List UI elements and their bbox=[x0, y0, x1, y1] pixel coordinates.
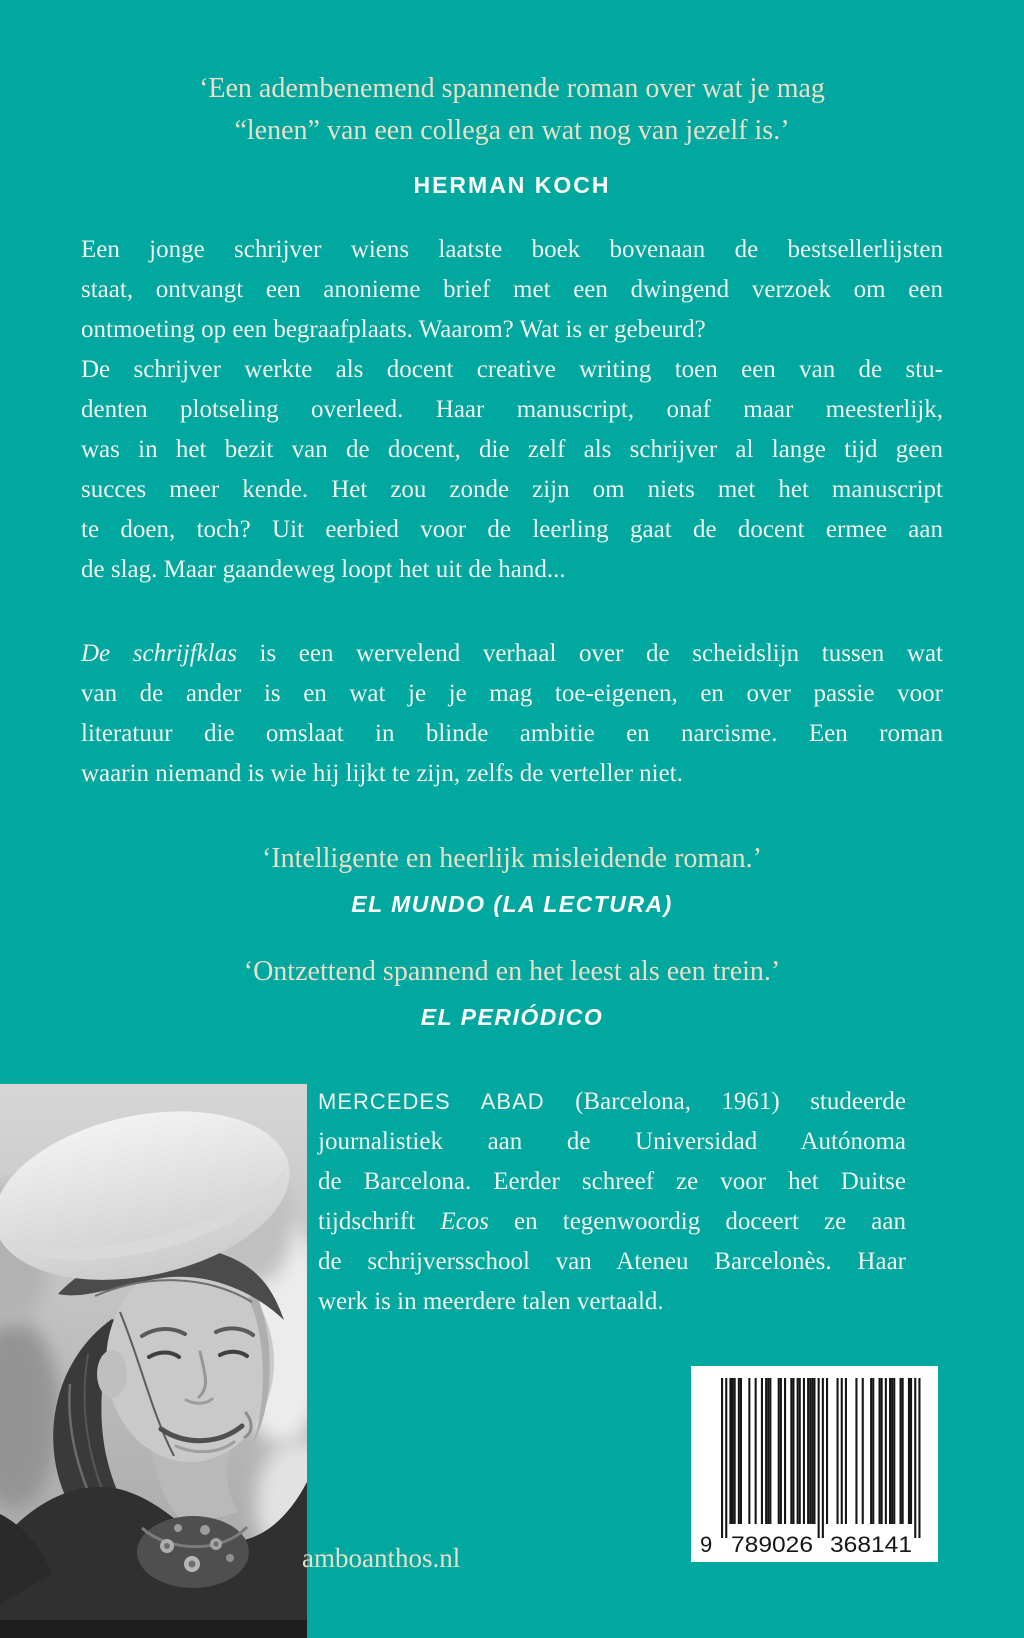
italic-text: Ecos bbox=[440, 1208, 489, 1235]
barcode-svg bbox=[691, 1366, 938, 1562]
barcode-bar bbox=[872, 1378, 874, 1524]
barcode-bar bbox=[902, 1378, 904, 1524]
barcode-bar bbox=[725, 1378, 727, 1538]
text-line: literatuur die omslaat in blinde ambitie en narcisme. Een roman bbox=[81, 720, 943, 747]
barcode-bar bbox=[837, 1378, 839, 1524]
barcode-bar bbox=[855, 1378, 857, 1524]
text-line: te doen, toch? Uit eerbied voor de leerling gaat de docent ermee aan bbox=[81, 516, 943, 543]
barcode-bar bbox=[755, 1378, 757, 1524]
text-line: succes meer kende. Het zou zonde zijn om niets met het manuscript bbox=[81, 476, 943, 503]
top-quote bbox=[80, 68, 944, 206]
text-segment: is een wervelend verhaal over de scheidslijn tussen wat bbox=[236, 640, 943, 667]
barcode-bar bbox=[918, 1378, 920, 1538]
barcode-bar bbox=[845, 1378, 847, 1524]
barcode-bar bbox=[729, 1378, 731, 1524]
review-quote-el-periodico bbox=[80, 955, 944, 1034]
synopsis-paragraph-1b bbox=[81, 350, 943, 590]
barcode-bar bbox=[813, 1378, 815, 1524]
synopsis-paragraph-1a bbox=[81, 230, 943, 350]
text-line: de Barcelona. Eerder schreef ze voor het Duitse bbox=[318, 1168, 906, 1195]
barcode-bar bbox=[889, 1378, 891, 1524]
barcode-bar bbox=[914, 1378, 916, 1538]
text-line: journalistiek aan de Universidad Autónoma bbox=[318, 1128, 906, 1155]
publisher-website: amboanthos.nl bbox=[302, 1543, 461, 1573]
review-quote-source: EL MUNDO (LA LECTURA) bbox=[351, 891, 673, 917]
barcode-bar bbox=[792, 1378, 794, 1524]
review-quote-text: ‘Ontzettend spannend en het leest als een trein.’ bbox=[243, 956, 781, 987]
barcode-bar bbox=[799, 1378, 801, 1524]
author-bio bbox=[318, 1082, 906, 1322]
barcode-bar bbox=[891, 1378, 893, 1524]
barcode-bar bbox=[797, 1378, 799, 1524]
barcode-bar bbox=[862, 1378, 864, 1524]
text-line: Een jonge schrijver wiens laatste boek bovenaan de bestsellerlijsten bbox=[81, 236, 943, 263]
barcode-bar bbox=[734, 1378, 736, 1524]
synopsis bbox=[81, 230, 943, 794]
text-line bbox=[81, 634, 943, 674]
author-name-caps: MERCEDES ABAD bbox=[318, 1089, 545, 1114]
barcode-bar bbox=[900, 1378, 902, 1524]
top-quote-lines bbox=[80, 68, 944, 152]
text-line: van de ander is en wat je je mag toe-eigenen, en over passie voor bbox=[81, 680, 943, 707]
barcode-bar bbox=[748, 1378, 750, 1524]
barcode-digits: 789026 bbox=[731, 1532, 813, 1557]
barcode-bar bbox=[818, 1378, 820, 1538]
barcode-bar bbox=[841, 1378, 843, 1524]
barcode bbox=[691, 1366, 938, 1562]
text-line: “lenen” van een collega en wat nog van jezelf is.’ bbox=[234, 115, 790, 146]
text-line: staat, ontvangt een anonieme brief met een dwingend verzoek om een bbox=[81, 276, 943, 303]
barcode-bar bbox=[784, 1378, 786, 1524]
text-line: denten plotseling overleed. Haar manuscript, onaf maar meesterlijk, bbox=[81, 396, 943, 423]
text-segment: (Barcelona, 1961) studeerde bbox=[544, 1088, 906, 1115]
barcode-bar bbox=[885, 1378, 887, 1524]
barcode-bar bbox=[811, 1378, 813, 1524]
barcode-bar bbox=[769, 1378, 771, 1524]
barcode-bar bbox=[732, 1378, 734, 1524]
text-line bbox=[318, 1202, 906, 1242]
barcode-bar bbox=[765, 1378, 767, 1524]
barcode-bar bbox=[879, 1378, 881, 1524]
italic-text: De schrijfklas bbox=[81, 640, 237, 667]
review-quote-text: ‘Intelligente en heerlijk misleidende roman.’ bbox=[262, 843, 762, 874]
barcode-bar bbox=[738, 1378, 740, 1524]
barcode-digits: 9 bbox=[700, 1532, 713, 1557]
barcode-bar bbox=[870, 1378, 872, 1524]
text-line: was in het bezit van de docent, die zelf als schrijver al lange tijd geen bbox=[81, 436, 943, 463]
barcode-bar bbox=[778, 1378, 780, 1524]
text-line: De schrijver werkte als docent creative writing toen een van de stu- bbox=[81, 356, 943, 383]
barcode-bar bbox=[803, 1378, 805, 1524]
barcode-bar bbox=[910, 1378, 912, 1524]
text-line: werk is in meerdere talen vertaald. bbox=[318, 1288, 664, 1315]
barcode-bar bbox=[881, 1378, 883, 1524]
text-line: de schrijversschool van Ateneu Barcelonès. Haar bbox=[318, 1248, 906, 1275]
text-line: ontmoeting op een begraafplaats. Waarom? Wat is er gebeurd? bbox=[81, 316, 706, 343]
barcode-bar bbox=[893, 1378, 895, 1524]
author-photo bbox=[0, 1084, 307, 1638]
barcode-bar bbox=[790, 1378, 792, 1524]
barcode-bar bbox=[908, 1378, 910, 1524]
barcode-digits: 368141 bbox=[830, 1532, 912, 1557]
text-segment: en tegenwoordig doceert ze aan bbox=[488, 1208, 906, 1235]
barcode-bar bbox=[767, 1378, 769, 1524]
text-line: waarin niemand is wie hij lijkt te zijn, zelfs de verteller niet. bbox=[81, 760, 683, 787]
barcode-bar bbox=[826, 1378, 828, 1524]
text-line: ‘Een adembenemend spannende roman over wat je mag bbox=[199, 73, 825, 104]
review-quote-source: EL PERIÓDICO bbox=[420, 1004, 604, 1030]
barcode-bar bbox=[809, 1378, 811, 1524]
top-quote-attribution: HERMAN KOCH bbox=[413, 172, 611, 198]
text-segment: tijdschrift bbox=[318, 1208, 441, 1235]
barcode-bar bbox=[807, 1378, 809, 1524]
barcode-bar bbox=[761, 1378, 763, 1524]
text-line bbox=[318, 1082, 906, 1122]
barcode-bar bbox=[740, 1378, 742, 1524]
review-quote-el-mundo bbox=[80, 842, 944, 921]
barcode-bar bbox=[822, 1378, 824, 1538]
barcode-bar bbox=[721, 1378, 723, 1538]
text-line: de slag. Maar gaandeweg loopt het uit de hand... bbox=[81, 556, 566, 583]
barcode-bar bbox=[780, 1378, 782, 1524]
synopsis-paragraph-2 bbox=[81, 634, 943, 794]
